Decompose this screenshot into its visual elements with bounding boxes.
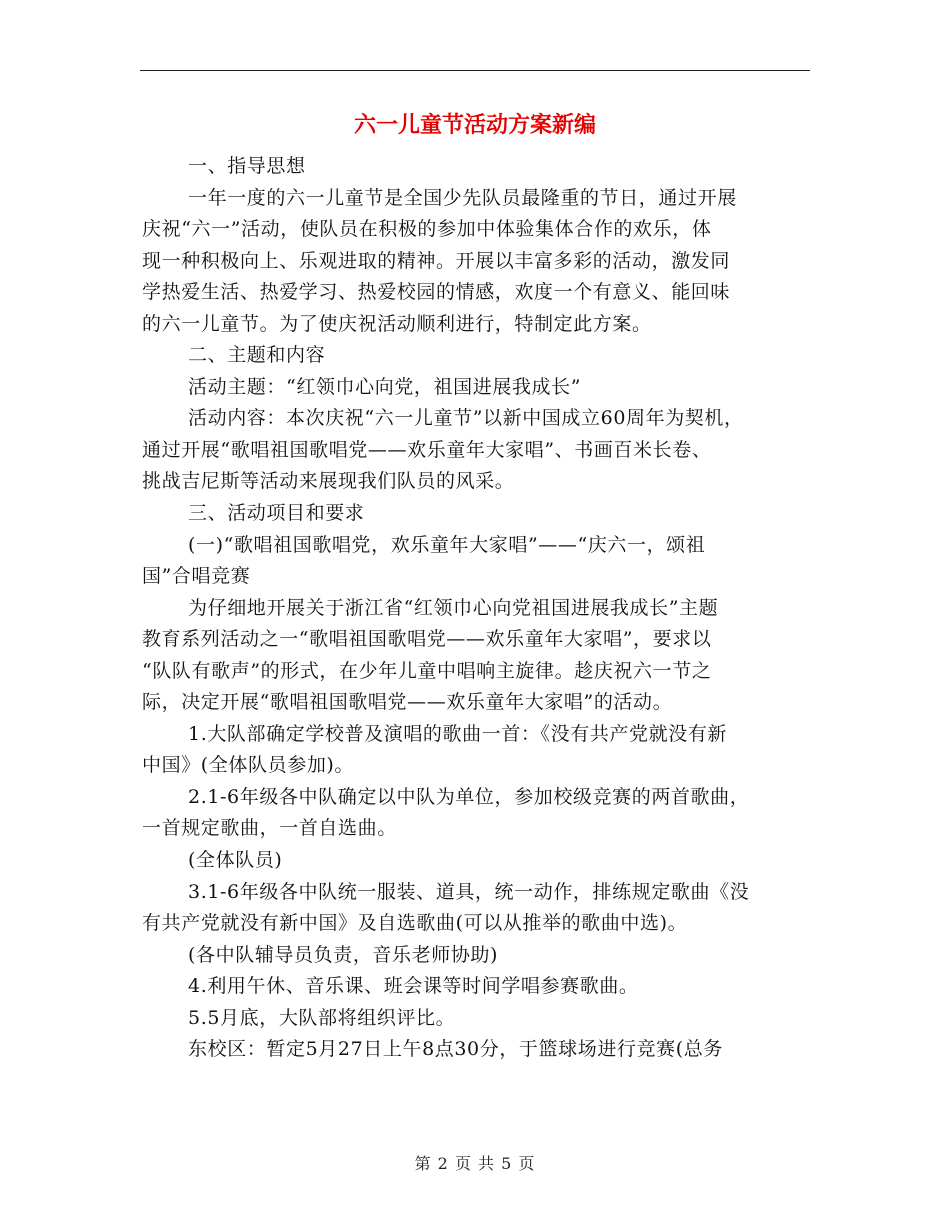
text-line: (各中队辅导员负责，音乐老师协助) bbox=[188, 943, 499, 966]
page-number: 第 2 页 共 5 页 bbox=[414, 1154, 536, 1173]
text-line: 教育系列活动之一“歌唱祖国歌唱党——欢乐童年大家唱”，要求以 bbox=[142, 628, 712, 651]
header-rule bbox=[140, 70, 810, 71]
text-line: 二、主题和内容 bbox=[188, 344, 326, 367]
text-line: 一、指导思想 bbox=[188, 155, 306, 177]
text-line: 4.利用午休、音乐课、班会课等时间学唱参赛歌曲。 bbox=[188, 975, 639, 998]
text-line: 三、活动项目和要求 bbox=[188, 502, 365, 525]
text-line: 一年一度的六一儿童节是全国少先队员最隆重的节日，通过开展 bbox=[188, 186, 737, 209]
text-line: 现一种积极向上、乐观进取的精神。开展以丰富多彩的活动，激发同 bbox=[142, 249, 731, 272]
text-line: 的六一儿童节。为了使庆祝活动顺利进行，特制定此方案。 bbox=[142, 312, 652, 335]
text-line: 1.大队部确定学校普及演唱的歌曲一首：《没有共产党就没有新 bbox=[188, 722, 728, 745]
text-line: 活动主题：“红领巾心向党，祖国进展我成长” bbox=[188, 375, 582, 398]
text-line: 学热爱生活、热爱学习、热爱校园的情感，欢度一个有意义、能回味 bbox=[142, 281, 731, 304]
text-line: 际，决定开展“歌唱祖国歌唱党——欢乐童年大家唱”的活动。 bbox=[142, 691, 673, 714]
text-line: 东校区：暂定5月27日上午8点30分，于篮球场进行竞赛(总务 bbox=[188, 1038, 723, 1061]
document-title: 六一儿童节活动方案新编 bbox=[353, 113, 596, 138]
text-line: 活动内容：本次庆祝“六一儿童节”以新中国成立60周年为契机， bbox=[188, 407, 744, 430]
text-line: 国”合唱竞赛 bbox=[142, 565, 251, 588]
document-body bbox=[142, 151, 814, 1066]
text-line: 通过开展“歌唱祖国歌唱党——欢乐童年大家唱”、书画百米长卷、 bbox=[142, 438, 712, 461]
text-line: 2.1-6年级各中队确定以中队为单位，参加校级竞赛的两首歌曲， bbox=[188, 785, 750, 808]
text-line: 有共产党就没有新中国》及自选歌曲(可以从推举的歌曲中选)。 bbox=[142, 912, 688, 935]
text-line: 中国》(全体队员参加)。 bbox=[142, 754, 355, 777]
text-line: 挑战吉尼斯等活动来展现我们队员的风采。 bbox=[142, 470, 515, 493]
text-line: “队队有歌声”的形式，在少年儿童中唱响主旋律。趁庆祝六一节之 bbox=[142, 659, 712, 682]
text-line: 3.1-6年级各中队统一服装、道具，统一动作，排练规定歌曲《没 bbox=[188, 880, 750, 903]
text-line: 5.5月底，大队部将组织评比。 bbox=[188, 1006, 456, 1029]
text-line: 为仔细地开展关于浙江省“红领巾心向党祖国进展我成长”主题 bbox=[188, 596, 719, 619]
text-line: 庆祝“六一”活动，使队员在积极的参加中体验集体合作的欢乐，体 bbox=[142, 218, 712, 241]
text-line: (一)“歌唱祖国歌唱党，欢乐童年大家唱”——“庆六一，颂祖 bbox=[188, 533, 706, 556]
text-line: (全体队员) bbox=[188, 849, 283, 872]
text-line: 一首规定歌曲，一首自选曲。 bbox=[142, 817, 397, 840]
